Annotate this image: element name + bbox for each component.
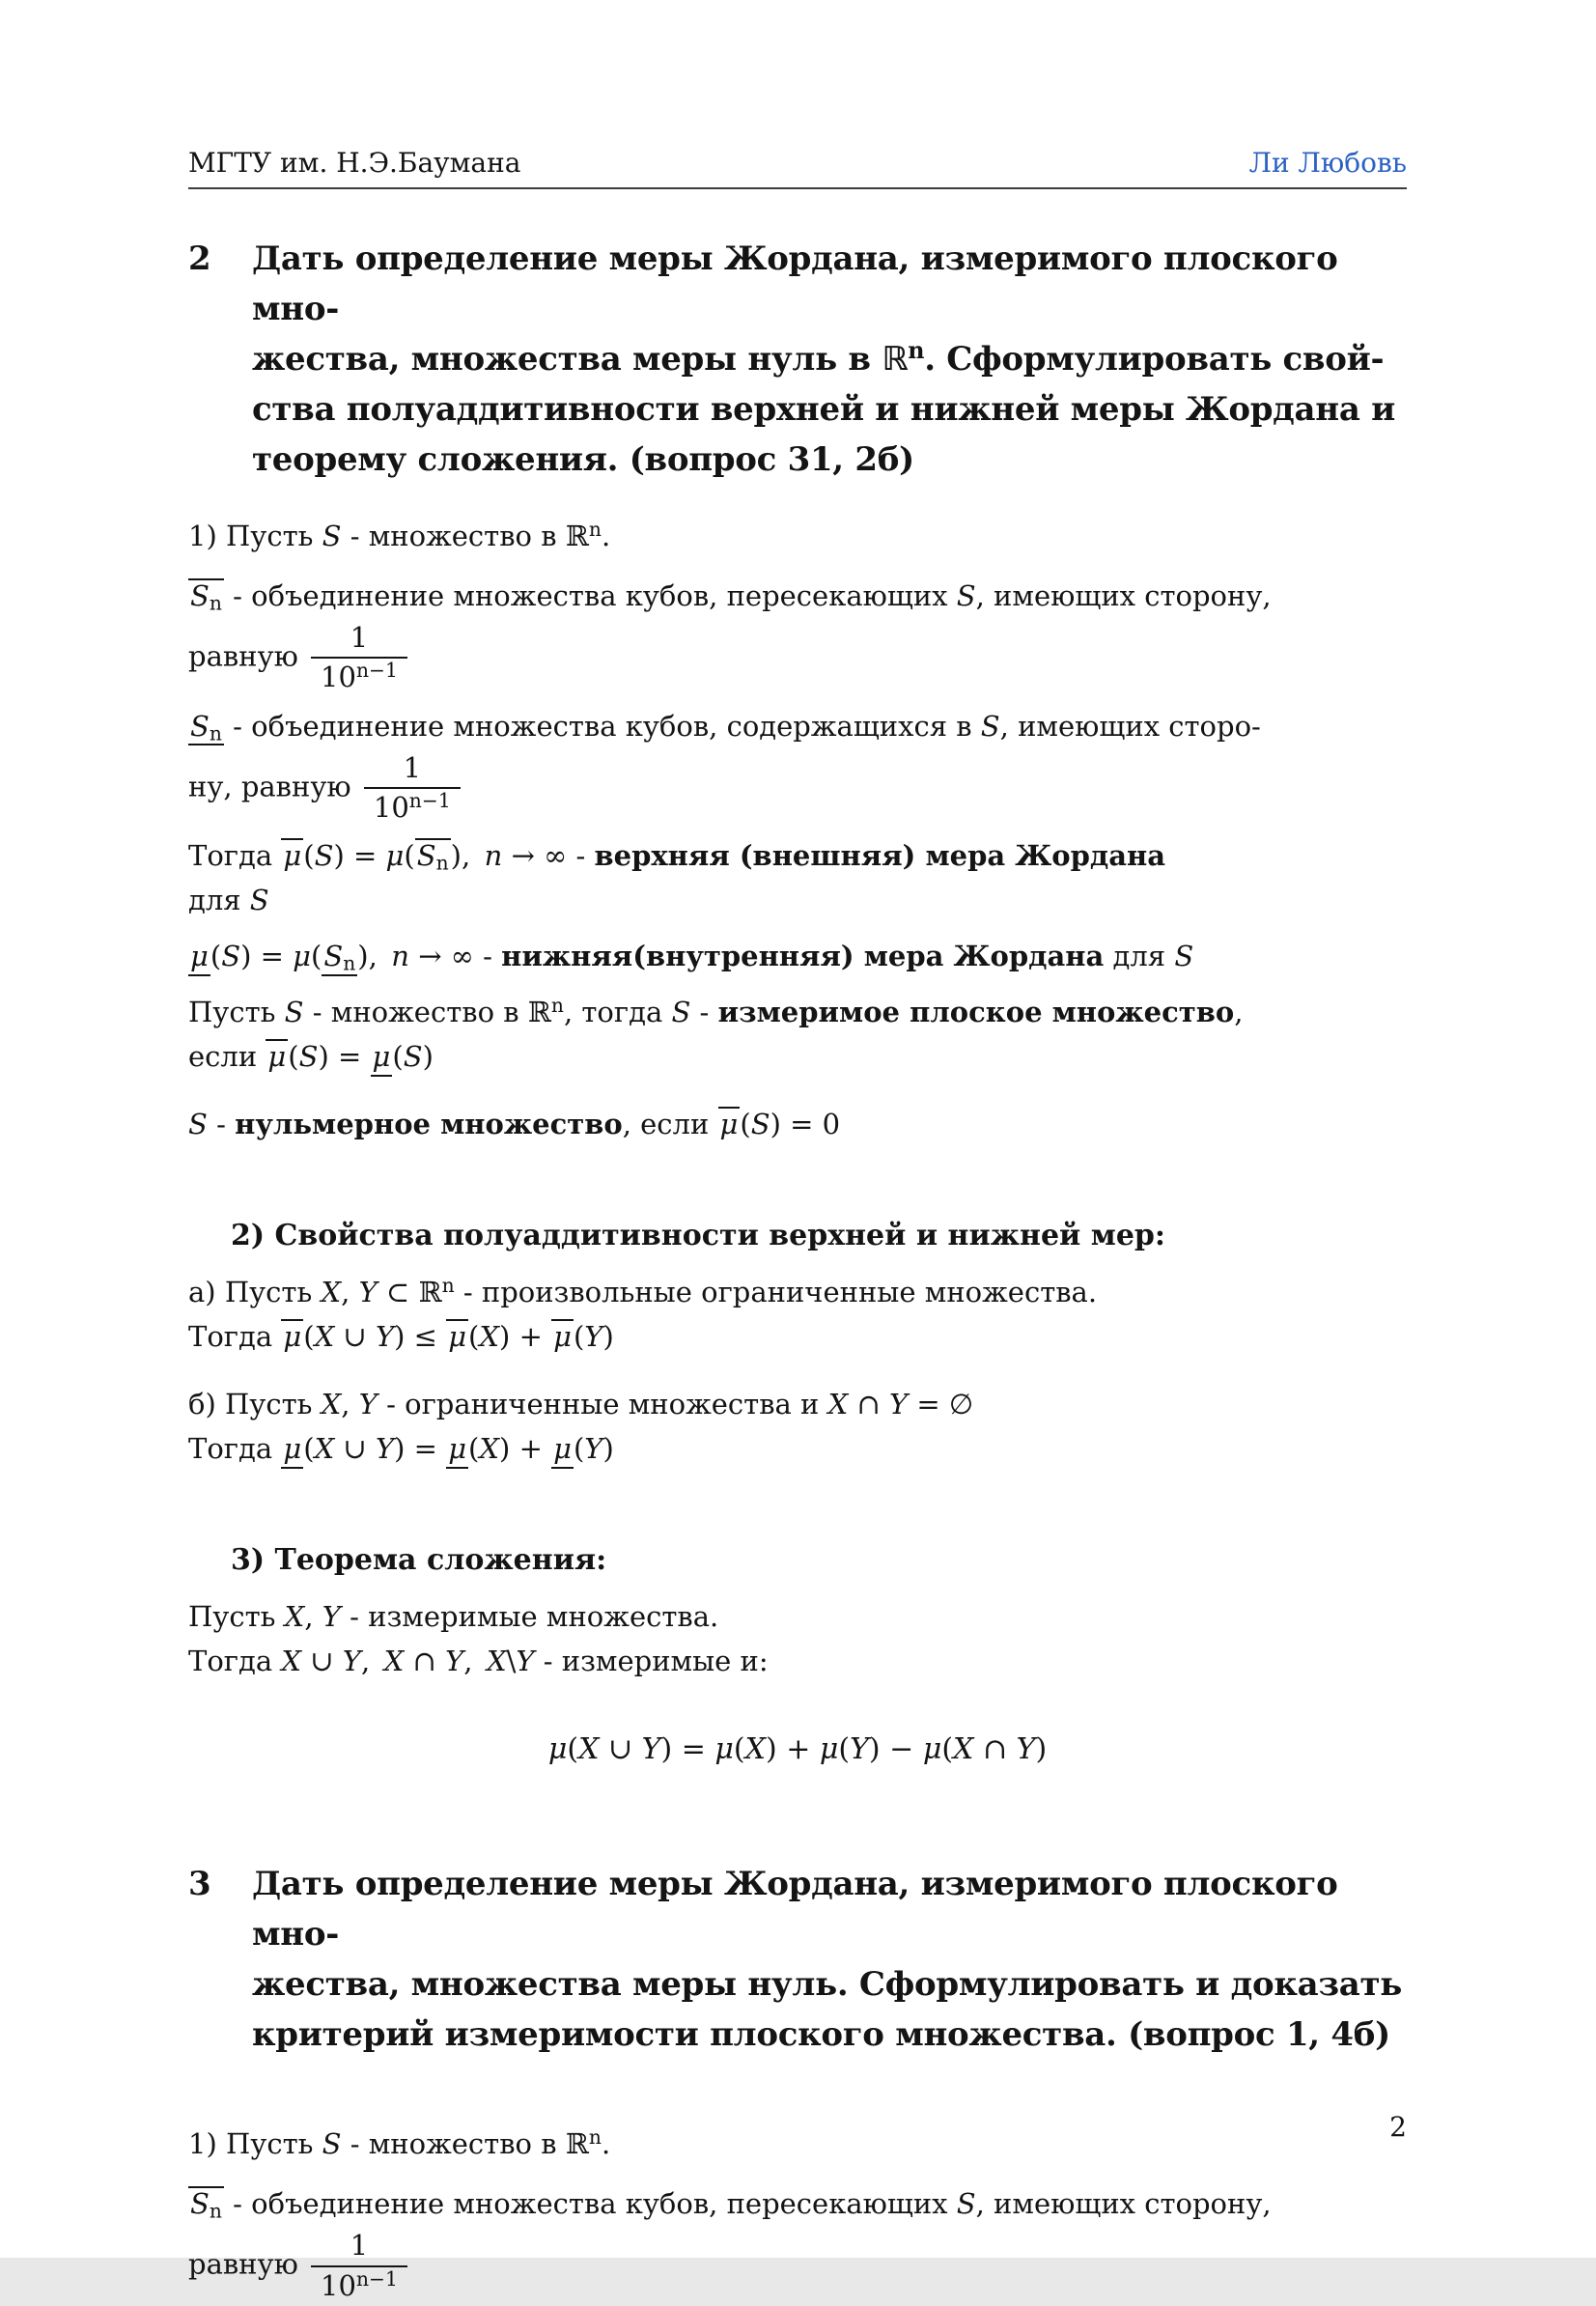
math-variable: Y (889, 1388, 909, 1421)
math-variable: Y (375, 1320, 395, 1354)
math-variable: μ (448, 1320, 467, 1354)
math-variable: μ (553, 1320, 572, 1354)
superscript: n−1 (408, 788, 451, 812)
math-variable: S (298, 1040, 319, 1074)
header-institution: МГТУ им. Н.Э.Баумана (188, 147, 521, 179)
text-line: Тогда μ(X ∪ Y) ≤ μ(X) + μ(Y) (188, 1320, 614, 1354)
overline-group (281, 1319, 303, 1352)
math-variable: Y (1016, 1732, 1036, 1767)
fraction (364, 752, 461, 825)
math-variable: Y (322, 1600, 341, 1634)
math-variable: S (403, 1040, 423, 1074)
math-variable: n (391, 940, 409, 973)
text-line: $S_n$ - объединение множества кубов, пересекающих S, имеющих сторону, (190, 579, 1272, 615)
math-variable: X (314, 1320, 335, 1354)
text-line: $S_n$ - объединение множества кубов, содержащихся в S, имеющих сторо- (190, 709, 1261, 745)
math-variable: Y (445, 1645, 464, 1678)
text-line: равную $\frac{1}{10^{n-1}}$ (188, 618, 1407, 698)
math-variable: μ (190, 940, 209, 973)
superscript: n−1 (355, 2266, 398, 2291)
text-line: Пусть S - множество в ℝ$^n$, тогда S - измеримое плоское множество, (188, 994, 1244, 1029)
underline-group (371, 1042, 393, 1076)
text-line: а) Пусть X, Y ⊂ ℝ$^n$ - произвольные ограниченные множества. (188, 1274, 1098, 1309)
content (188, 234, 1407, 2306)
subscript: n (209, 721, 222, 745)
page-number: 2 (1389, 2111, 1407, 2143)
fraction-denominator: $10^{n-1}$ (311, 657, 407, 693)
math-variable: Y (850, 1732, 869, 1767)
underline-group (322, 942, 357, 975)
math-variable: S (322, 520, 342, 552)
subscript: n (435, 851, 449, 875)
text-line: б) Пусть X, Y - ограниченные множества и X ∩ Y = ∅ (188, 1388, 974, 1421)
math-variable: μ (547, 1732, 568, 1767)
math-variable: S (221, 940, 241, 973)
math-variable: X (281, 1645, 302, 1678)
math-variable: S (249, 884, 269, 917)
fraction-denominator: $10^{n-1}$ (311, 2265, 407, 2302)
math-variable: μ (553, 1432, 572, 1466)
text-line: Дать определение меры Жордана, измеримого плоского мно- (252, 239, 1338, 328)
math-variable: S (750, 1108, 770, 1141)
math-variable: S (956, 2187, 976, 2221)
math-variable: μ (293, 940, 311, 973)
section-heading (188, 234, 1407, 485)
math-variable: S (416, 839, 436, 873)
text-line: $\mu(S) = \mu(S_n)$, n → ∞ - нижняя(внутренняя) мера Жордана для S (190, 940, 1194, 975)
math-variable: μ (714, 1732, 734, 1767)
underline-group (446, 1434, 468, 1468)
math-variable: Y (375, 1432, 395, 1466)
fraction-numerator: 1 (350, 2229, 369, 2263)
superscript: n (550, 994, 564, 1018)
text-line: Тогда μ(X ∪ Y) = μ(X) + μ(Y) (188, 1426, 1407, 1471)
text-line: критерий измеримости плоского множества. (вопрос 1, 4б) (252, 2015, 1390, 2055)
subsection-heading: 3) Теорема сложения: (231, 1543, 607, 1578)
fraction-numerator: 1 (403, 750, 422, 784)
header-author-link[interactable]: Ли Любовь (1248, 147, 1407, 179)
text-line: $S_n$ - объединение множества кубов, пересекающих S, имеющих сторону, (190, 2187, 1272, 2223)
section-number: 2 (188, 239, 211, 278)
math-variable: S (322, 2127, 342, 2161)
underline-group (281, 1434, 303, 1468)
math-variable: X (479, 1320, 500, 1354)
math-variable: μ (448, 1432, 467, 1466)
math-variable: Y (342, 1645, 361, 1678)
math-variable: X (827, 1388, 849, 1421)
math-variable: X (321, 1276, 342, 1309)
math-variable: X (578, 1732, 600, 1767)
text-line: Тогда X ∪ Y, X ∩ Y, X\Y - измеримые и: (188, 1645, 769, 1678)
text-line: Дать определение меры Жордана, измеримого плоского мно- (252, 1865, 1338, 1954)
math-variable: μ (719, 1108, 739, 1141)
page-header (188, 147, 1407, 189)
overline-group (415, 838, 451, 875)
math-variable: X (314, 1432, 335, 1466)
subscript: n (209, 591, 222, 615)
fraction-numerator: 1 (350, 621, 369, 654)
overline-group (266, 1039, 288, 1072)
math-variable: Y (358, 1276, 378, 1309)
math-variable: X (486, 1645, 507, 1678)
text-line: для S (188, 884, 269, 917)
math-variable: S (190, 579, 210, 612)
text-line: жества, множества меры нуль. Сформулировать и доказать (252, 1965, 1403, 2005)
bold-run: измеримое плоское множество (717, 996, 1235, 1029)
bold-run: нижняя(внутренняя) мера Жордана (501, 940, 1105, 973)
section-title-text (252, 1859, 1407, 2060)
text-line: жества, множества меры нуль в ℝ$^n$. Сформулировать свой- (252, 337, 1385, 379)
bold-run: верхняя (внешняя) мера Жордана (594, 839, 1166, 873)
section-number: 3 (188, 1865, 211, 1904)
overline-group (188, 2186, 224, 2223)
math-variable: S (671, 996, 691, 1029)
superscript: n−1 (355, 659, 398, 683)
math-variable: S (980, 709, 1000, 743)
superscript: n (588, 517, 602, 541)
math-variable: S (190, 2187, 210, 2221)
superscript: n (588, 2125, 602, 2150)
math-variable: Y (641, 1732, 661, 1767)
section-heading (188, 1859, 1407, 2060)
math-variable: S (284, 996, 304, 1029)
fraction (311, 2230, 407, 2302)
math-variable: Y (358, 1388, 378, 1421)
math-variable: S (323, 940, 344, 973)
overline-group (281, 838, 303, 871)
math-variable: X (744, 1732, 766, 1767)
underline-group (188, 709, 224, 745)
text-line: ну, равную $\frac{1}{10^{n-1}}$ (188, 748, 1407, 829)
math-variable: S (314, 839, 334, 873)
math-variable: n (484, 839, 503, 873)
overline-group (718, 1107, 741, 1139)
math-variable: S (190, 709, 210, 743)
section-title-text (252, 234, 1407, 485)
math-variable: X (284, 1600, 305, 1634)
math-variable: μ (283, 1432, 302, 1466)
subsection-heading: 2) Свойства полуаддитивности верхней и нижней мер: (231, 1219, 1165, 1253)
overline-group (188, 578, 224, 615)
overline-group (446, 1319, 468, 1352)
math-variable: μ (385, 839, 405, 873)
math-variable: μ (283, 1320, 302, 1354)
math-variable: μ (819, 1732, 839, 1767)
text-line: ства полуаддитивности верхней и нижней меры Жордана и (252, 390, 1396, 429)
text-line: Пусть X, Y - измеримые множества. (188, 1600, 719, 1634)
math-variable: S (188, 1108, 208, 1141)
subscript: n (209, 2199, 222, 2223)
fraction (311, 622, 407, 694)
superscript: n (908, 337, 925, 365)
math-variable: μ (283, 839, 302, 873)
overline-group (551, 1319, 574, 1352)
math-variable: S (956, 579, 976, 612)
subscript: n (343, 951, 356, 975)
fraction-denominator: $10^{n-1}$ (364, 787, 461, 824)
math-variable: X (383, 1645, 405, 1678)
text-line: 1) Пусть S - множество в ℝ$^n$. (188, 2125, 611, 2161)
math-variable: μ (922, 1732, 942, 1767)
math-variable: Y (584, 1432, 603, 1466)
text-line: S - нульмерное множество, если μ(S) = 0 (188, 1108, 841, 1141)
underline-group (188, 942, 210, 975)
equation-centered: μ(X ∪ Y) = μ(X) + μ(Y) − μ(X ∩ Y) (547, 1732, 1048, 1767)
superscript: n (441, 1274, 455, 1298)
math-variable: X (321, 1388, 342, 1421)
math-variable: Y (584, 1320, 603, 1354)
text-line: Тогда $\mu(S) = \mu(S_n)$, n → ∞ - верхняя (внешняя) мера Жордана (188, 839, 1166, 875)
bold-run: нульмерное множество (235, 1108, 623, 1141)
text-line: теорему сложения. (вопрос 31, 2б) (252, 440, 914, 479)
math-variable: μ (267, 1040, 287, 1074)
text-line: 1) Пусть S - множество в ℝ$^n$. (188, 517, 611, 552)
text-line: если μ(S) = μ(S) (188, 1034, 1407, 1079)
underline-group (551, 1434, 574, 1468)
text-line: равную $\frac{1}{10^{n-1}}$ (188, 2226, 1407, 2306)
math-variable: X (953, 1732, 974, 1767)
math-variable: μ (372, 1040, 391, 1074)
math-variable: Y (516, 1645, 535, 1678)
math-variable: X (479, 1432, 500, 1466)
math-variable: S (1174, 940, 1194, 973)
